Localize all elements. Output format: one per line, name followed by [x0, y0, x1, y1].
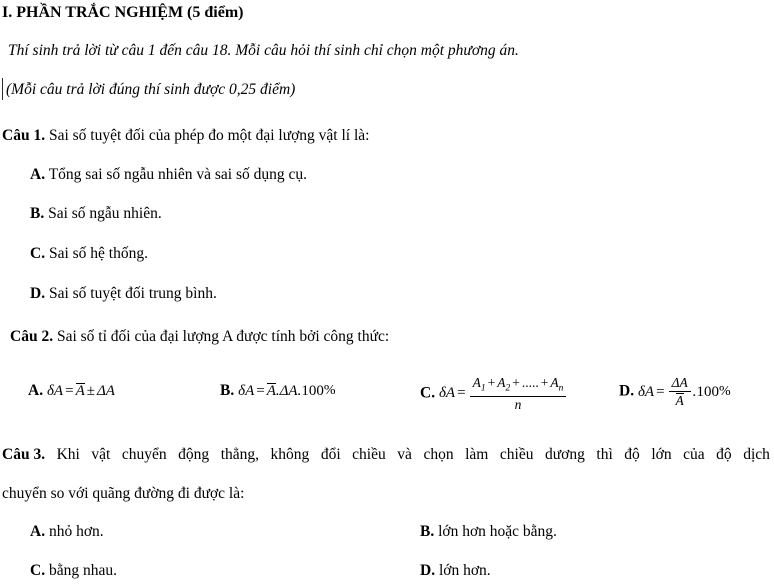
fraction-numerator: ΔA: [671, 375, 688, 390]
question-3-number: Câu 3.: [2, 446, 46, 463]
question-2-option-d[interactable]: [619, 376, 731, 408]
stem-word: lớn: [651, 446, 672, 463]
option-text: Sai số hệ thống.: [48, 245, 148, 262]
percent-sign: %: [323, 383, 336, 399]
stem-word: động: [178, 446, 210, 463]
option-label: D.: [619, 382, 635, 400]
question-2-option-c[interactable]: [420, 376, 568, 412]
fraction-denominator: n: [470, 396, 567, 412]
stem-word: thẳng,: [220, 446, 259, 463]
equals-sign: =: [457, 385, 466, 402]
question-2-option-b[interactable]: [220, 382, 336, 400]
a-bar-symbol: A: [75, 383, 85, 400]
question-1-stem: [2, 127, 369, 145]
stem-word: độ: [716, 446, 732, 463]
stem-word: thì: [596, 446, 613, 463]
dot-operator: .: [297, 382, 302, 399]
ellipsis: .....: [521, 375, 539, 390]
stem-word: chiều: [499, 446, 534, 463]
question-3-stem-line-1: [2, 446, 770, 464]
plus-sign: +: [487, 375, 496, 390]
option-text: lớn hơn hoặc bằng.: [438, 523, 557, 540]
option-label: B.: [30, 205, 45, 222]
question-1-option-c[interactable]: [30, 245, 148, 263]
stem-word: độ: [624, 446, 640, 463]
question-2-stem-text: Sai số tỉ đối của đại lượng A được tính bởi công thức:: [56, 328, 390, 345]
relative-error-fraction: [669, 376, 691, 408]
question-1-option-d[interactable]: [30, 285, 217, 303]
delta-a-term: ΔA: [96, 382, 115, 399]
dot-operator: .: [275, 382, 280, 399]
equals-sign: =: [656, 383, 665, 400]
question-1-option-a[interactable]: [30, 166, 307, 184]
option-d-formula: [638, 376, 731, 408]
option-label: D.: [420, 562, 436, 579]
a-two: A: [497, 375, 506, 390]
option-label: C.: [30, 245, 46, 262]
question-3-option-d[interactable]: [420, 562, 491, 580]
option-text: Tổng sai số ngẫu nhiên và sai số dụng cụ.: [48, 166, 307, 183]
option-text: bằng nhau.: [48, 562, 117, 579]
question-1-number: Câu 1.: [2, 127, 46, 144]
a-n: A: [550, 375, 559, 390]
mean-fraction: [470, 376, 567, 412]
option-text: Sai số tuyệt đối trung bình.: [48, 285, 217, 302]
fraction-denominator: [669, 391, 691, 408]
plus-minus-sign: ±: [86, 382, 95, 399]
stem-word: chuyển: [121, 446, 167, 463]
stem-word: chiều: [352, 446, 386, 463]
stem-word: không: [270, 446, 310, 463]
stem-word: Khi: [56, 446, 80, 463]
dot-operator: .: [692, 383, 697, 400]
plus-sign: +: [512, 375, 520, 390]
question-1-stem-text: Sai số tuyệt đối của phép đo một đại lượng vật lí là:: [48, 127, 370, 144]
instruction-line-2: (Mỗi câu trả lời đúng thí sinh được 0,25 điểm): [6, 81, 296, 98]
option-label: B.: [420, 523, 435, 540]
question-3-option-b[interactable]: [420, 523, 557, 541]
stem-word: và: [397, 446, 412, 463]
subscript-n: n: [558, 383, 564, 394]
plus-sign: +: [540, 375, 549, 390]
equals-sign: =: [65, 382, 74, 399]
delta-a-symbol: δA: [46, 382, 64, 399]
option-text: lớn hơn.: [438, 562, 491, 579]
section-heading: I. PHẦN TRẮC NGHIỆM (5 điểm): [2, 4, 244, 21]
question-3-stem: [2, 446, 772, 503]
stem-word: đổi: [320, 446, 341, 463]
equals-sign: =: [256, 382, 265, 399]
stem-word: chọn: [423, 446, 454, 463]
option-text: nhỏ hơn.: [48, 523, 104, 540]
percent-sign: %: [718, 384, 731, 400]
subscript-two: 2: [505, 383, 511, 394]
question-3-stem-line-2: chuyển so với quãng đường đi được là:: [2, 485, 245, 502]
option-label: D.: [30, 285, 46, 302]
question-2-stem: [10, 328, 389, 346]
a-bar-symbol: A: [266, 383, 276, 400]
instruction-line-1: Thí sinh trả lời từ câu 1 đến câu 18. Mỗi câu hỏi thí sinh chỉ chọn một phương án.: [8, 42, 519, 59]
fraction-numerator: [470, 376, 567, 396]
delta-a-symbol: δA: [438, 385, 456, 402]
option-label: C.: [420, 384, 436, 402]
option-label: A.: [30, 523, 46, 540]
question-2-number: Câu 2.: [10, 328, 54, 345]
stem-word: dương: [545, 446, 585, 463]
question-1-option-b[interactable]: [30, 205, 162, 223]
delta-a-term: ΔA: [279, 382, 298, 399]
option-label: B.: [220, 382, 235, 399]
option-label: C.: [30, 562, 46, 579]
option-text: Sai số ngẫu nhiên.: [48, 205, 162, 222]
stem-word: của: [683, 446, 705, 463]
subscript-one: 1: [480, 383, 486, 394]
question-3-option-c[interactable]: [30, 562, 117, 580]
delta-a-symbol: δA: [238, 382, 255, 399]
question-2-option-a[interactable]: [28, 382, 115, 400]
text-cursor: [2, 78, 3, 100]
a-bar-symbol: A: [675, 393, 684, 409]
stem-word: dịch: [743, 446, 770, 463]
question-3-option-a[interactable]: [30, 523, 104, 541]
a-one: A: [472, 375, 481, 390]
hundred-value: 100: [696, 383, 719, 400]
stem-word: vật: [91, 446, 111, 463]
stem-word: làm: [465, 446, 489, 463]
option-b-formula: [238, 383, 335, 400]
option-a-formula: [47, 383, 115, 400]
option-label: A.: [30, 166, 46, 183]
hundred-value: 100: [301, 382, 324, 399]
option-label: A.: [28, 382, 44, 399]
delta-a-symbol: δA: [637, 383, 655, 400]
option-c-formula: [439, 376, 568, 412]
